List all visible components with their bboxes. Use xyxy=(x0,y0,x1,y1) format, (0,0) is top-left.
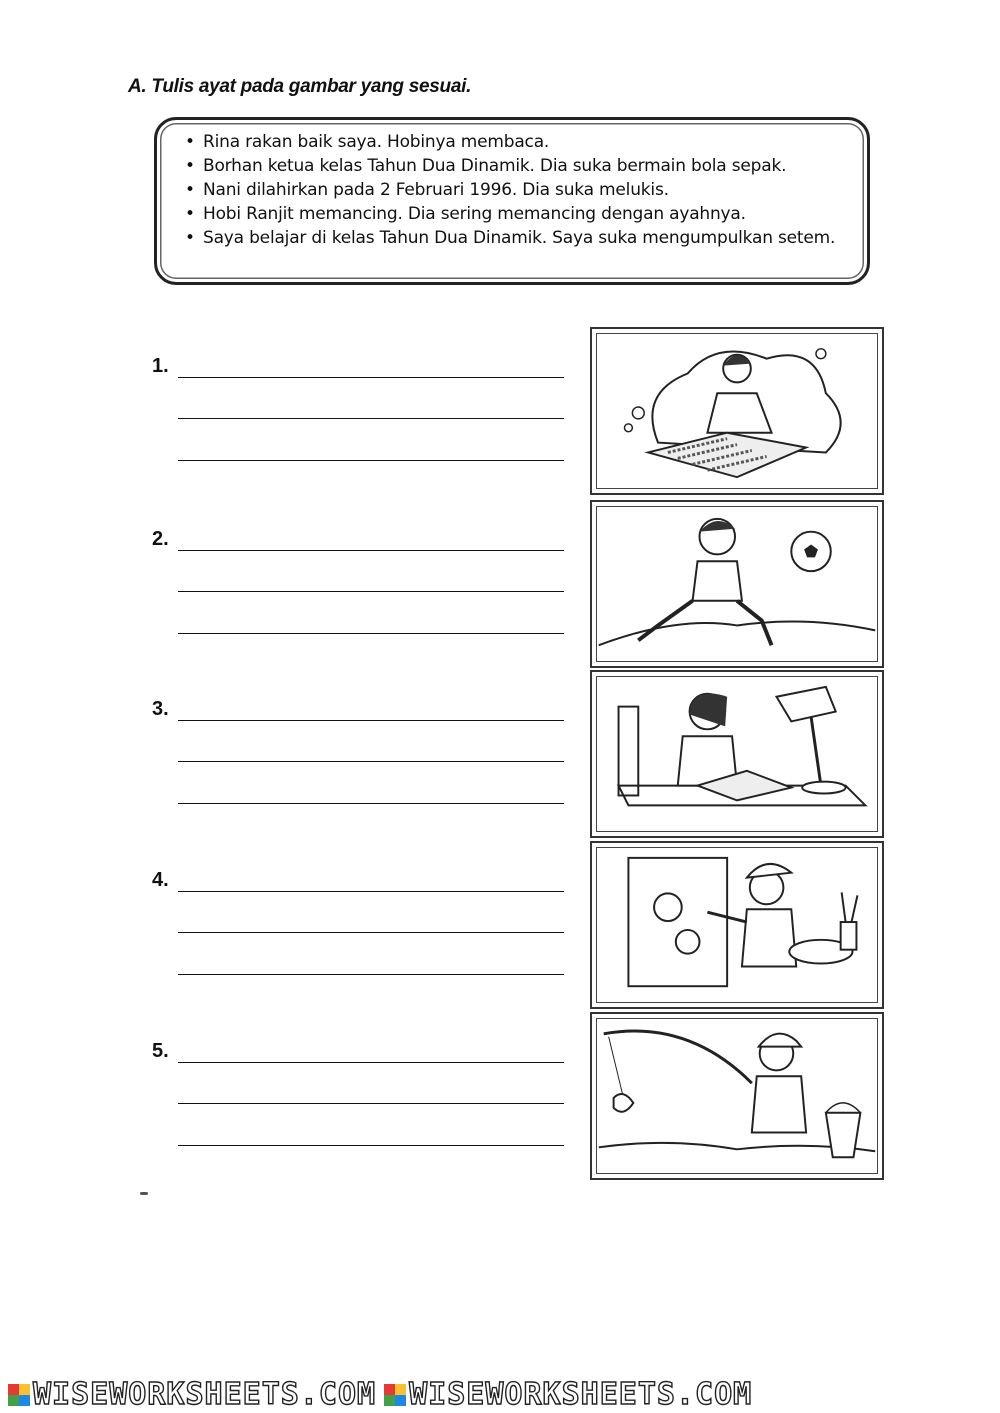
question-row-4 xyxy=(150,841,890,1011)
watermark-logo-icon xyxy=(8,1384,30,1406)
answer-line[interactable] xyxy=(178,803,564,804)
question-row-3 xyxy=(150,670,890,840)
picture-boy-playing-football xyxy=(590,500,884,668)
sentence-item: • Hobi Ranjit memancing. Dia sering memancing dengan ayahnya. xyxy=(185,202,843,226)
picture-boy-fishing xyxy=(590,1012,884,1180)
question-number: 4. xyxy=(152,869,169,891)
sentence-item: • Saya belajar di kelas Tahun Dua Dinamik. Saya suka mengumpulkan setem. xyxy=(185,226,843,250)
answer-line[interactable] xyxy=(178,591,564,592)
question-row-2 xyxy=(150,500,890,670)
watermark-text: WISEWORKSHEETS.COM xyxy=(409,1377,753,1412)
answer-line[interactable] xyxy=(178,1145,564,1146)
fishing-illustration xyxy=(597,1019,877,1173)
watermark-logo-icon xyxy=(384,1384,406,1406)
football-illustration xyxy=(597,507,877,661)
answer-line[interactable] xyxy=(178,418,564,419)
footer-watermark-bar xyxy=(0,1376,1000,1413)
sentence-box xyxy=(154,117,870,285)
watermark-text: WISEWORKSHEETS.COM xyxy=(33,1377,377,1412)
painting-illustration xyxy=(597,848,877,1002)
answer-line[interactable] xyxy=(178,974,564,975)
sentence-item: • Rina rakan baik saya. Hobinya membaca. xyxy=(185,130,843,154)
watermark-left xyxy=(8,1377,376,1412)
answer-line[interactable] xyxy=(178,550,564,551)
sentence-item: • Borhan ketua kelas Tahun Dua Dinamik. Dia suka bermain bola sepak. xyxy=(185,154,843,178)
answer-line[interactable] xyxy=(178,460,564,461)
answer-line[interactable] xyxy=(178,932,564,933)
answer-line[interactable] xyxy=(178,720,564,721)
watermark-right xyxy=(384,1377,752,1412)
answer-line[interactable] xyxy=(178,761,564,762)
question-number: 3. xyxy=(152,698,169,720)
question-number: 2. xyxy=(152,528,169,550)
answer-line[interactable] xyxy=(178,1103,564,1104)
question-row-1 xyxy=(150,327,890,497)
question-number: 1. xyxy=(152,355,169,377)
question-row-5 xyxy=(150,1012,890,1182)
answer-line[interactable] xyxy=(178,891,564,892)
instruction-title: A. Tulis ayat pada gambar yang sesuai. xyxy=(128,76,472,97)
sentence-list xyxy=(157,120,867,250)
picture-girl-studying xyxy=(590,670,884,838)
stamp-album-illustration xyxy=(597,334,877,488)
studying-illustration xyxy=(597,677,877,831)
picture-girl-painting xyxy=(590,841,884,1009)
answer-line[interactable] xyxy=(178,1062,564,1063)
picture-girl-collecting-stamps xyxy=(590,327,884,495)
stray-mark xyxy=(140,1192,148,1195)
sentence-item: • Nani dilahirkan pada 2 Februari 1996. Dia suka melukis. xyxy=(185,178,843,202)
answer-line[interactable] xyxy=(178,633,564,634)
question-number: 5. xyxy=(152,1040,169,1062)
answer-line[interactable] xyxy=(178,377,564,378)
